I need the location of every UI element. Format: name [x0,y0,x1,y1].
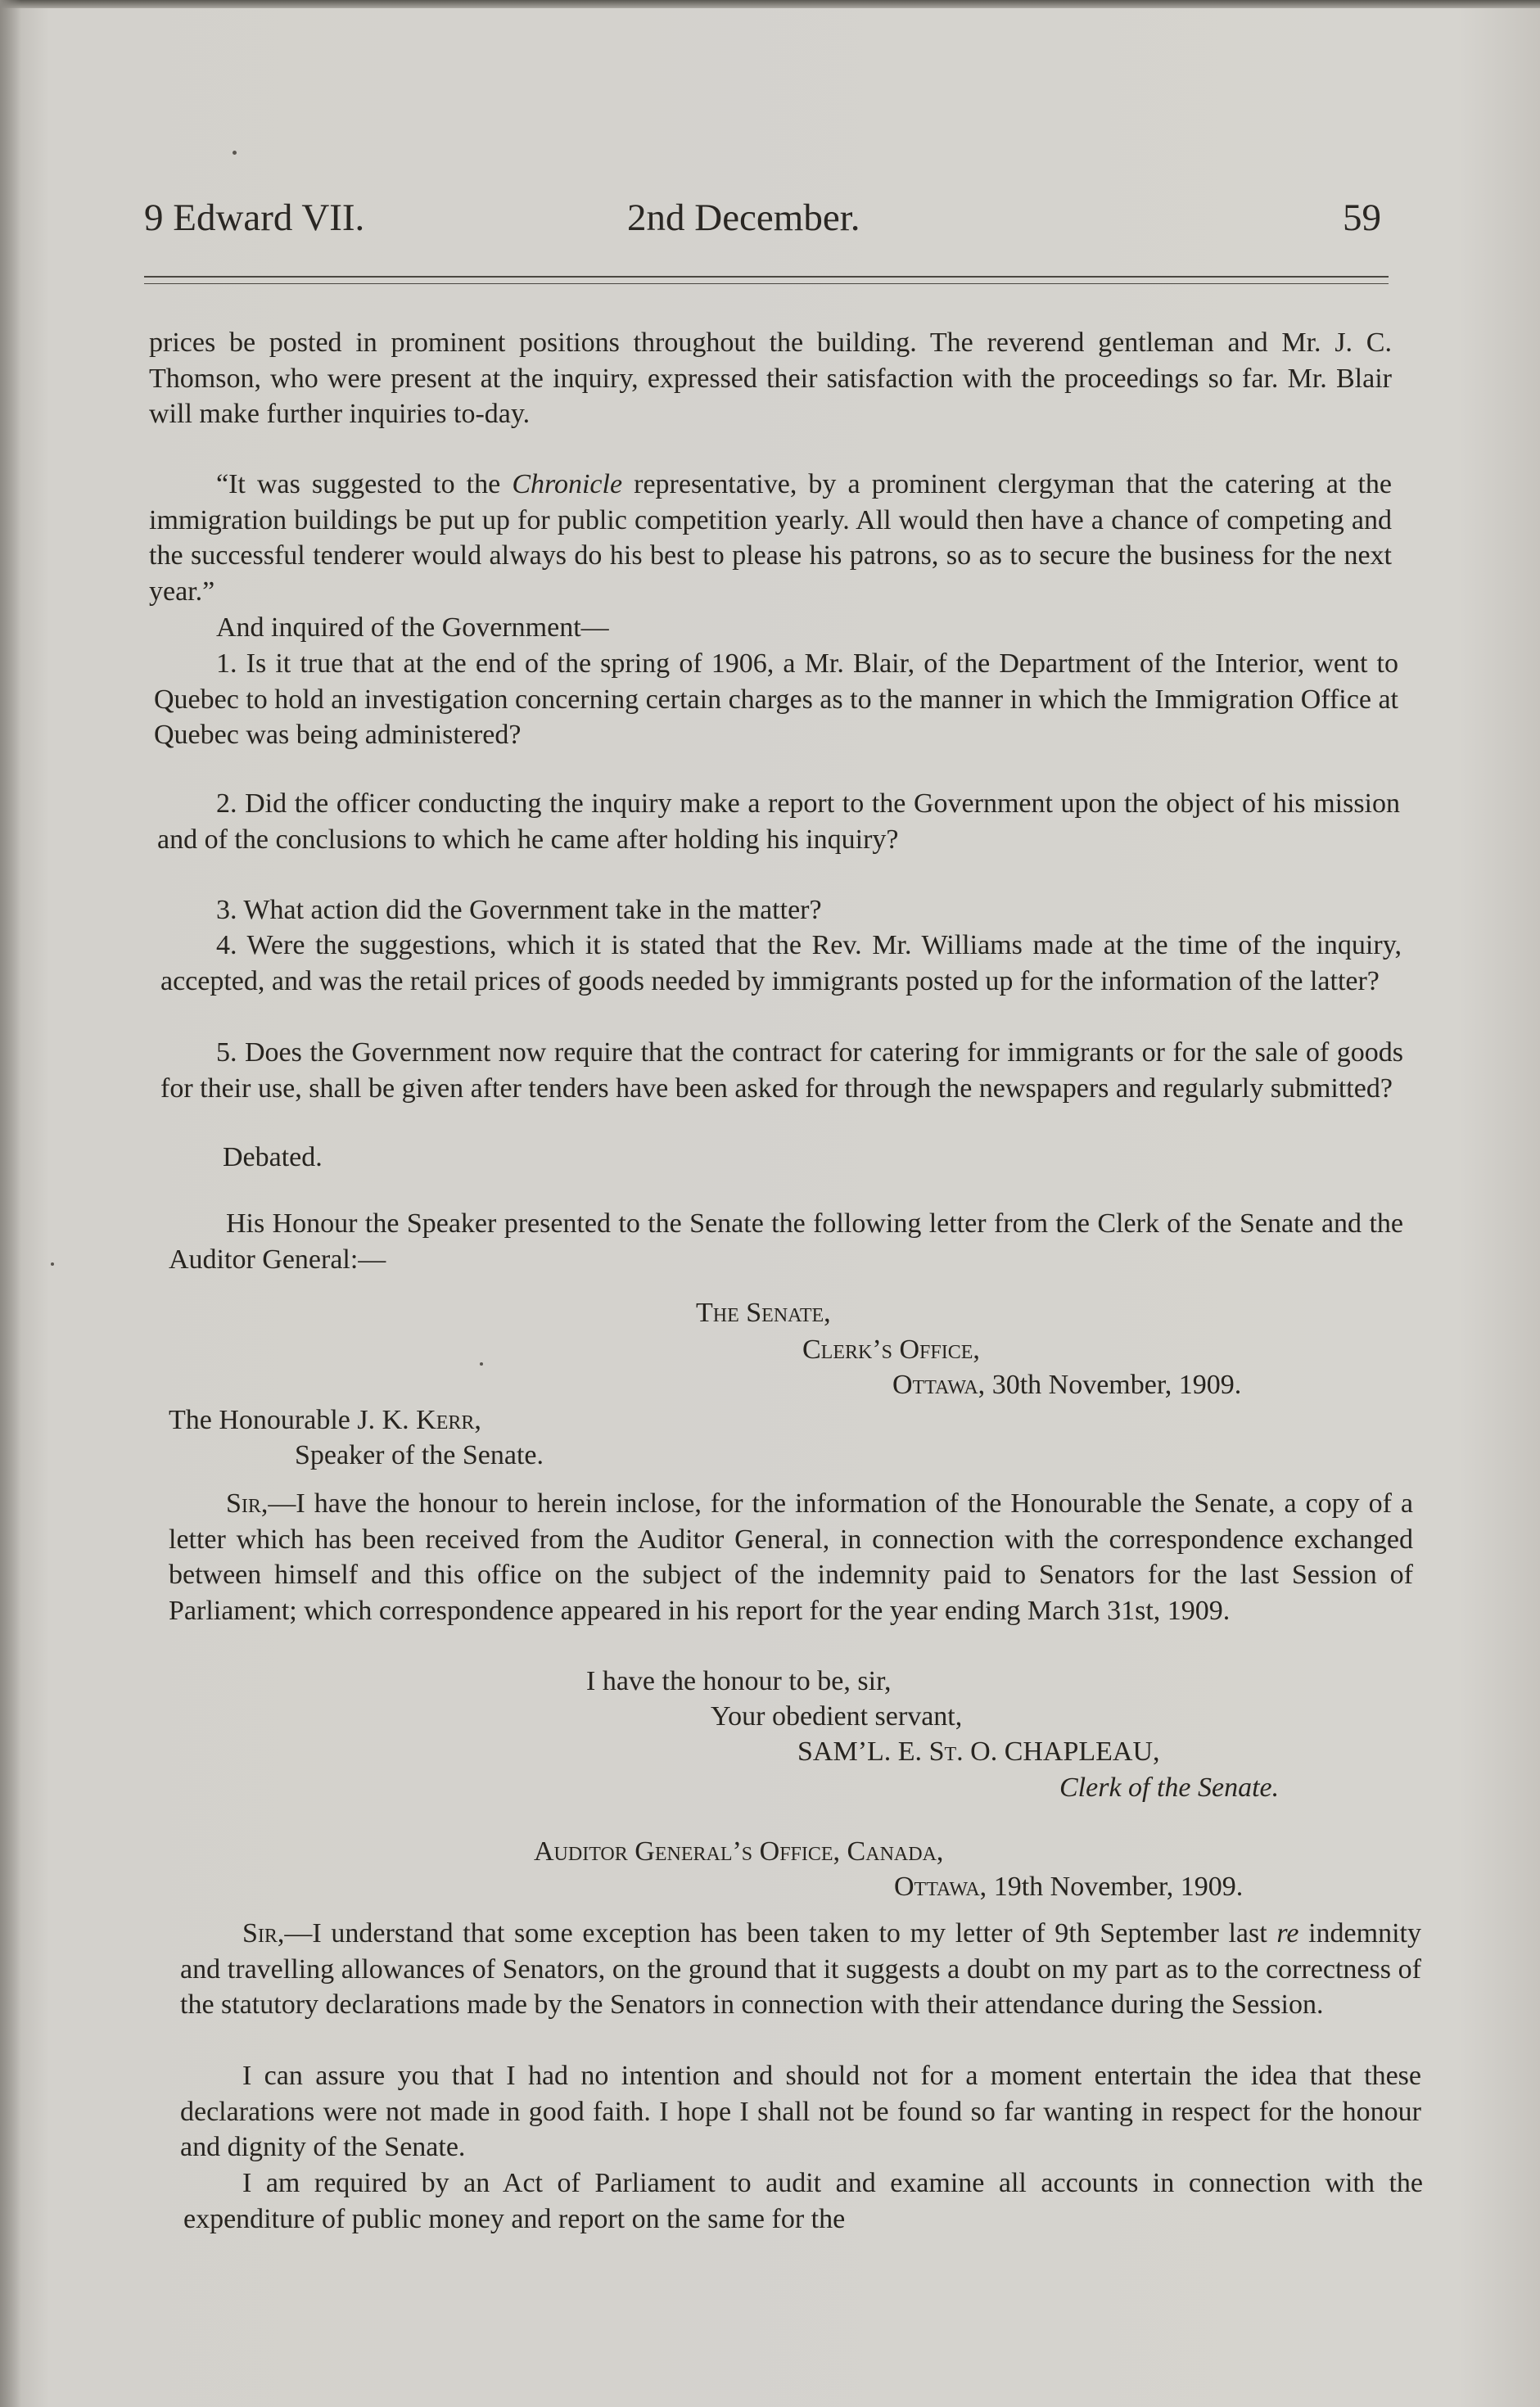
signature-name-a: SAM’L. E. [797,1736,929,1767]
header-rule [144,276,1389,278]
debated-note: Debated. [223,1142,323,1172]
letter1-closing1: I have the honour to be, sir, [586,1666,892,1696]
speaker-paragraph: His Honour the Speaker presented to the Senate the following letter from the Clerk of the Senate and the Auditor General:— [169,1208,1403,1275]
letter1-signature [797,1734,1160,1770]
letter1-body [169,1486,1413,1628]
letter1-place: Ottawa, [892,1370,986,1400]
letter2-sender: Auditor General’s Office, Canada, [534,1836,944,1867]
question-3: 3. What action did the Government take in the matter? [216,895,822,925]
page-number: 59 [1343,196,1381,239]
quote-text-start: “It was suggested to the [216,469,513,499]
paper-speck [480,1362,483,1366]
letter1-addressee-line1 [169,1402,481,1438]
signature-st: St. [928,1736,964,1767]
addressee-name: The Honourable J. K. [169,1405,417,1435]
quote-text-end: representative, by a prominent clergyman that the catering at the immigration buildings be put up for public competition yearly. All would then have a chance of competing and the successful tenderer would always do his best to please his patrons, so as to secure the business for the next year.” [149,469,1393,607]
letter1-place-date [892,1367,1241,1403]
running-head-date: 2nd December. [627,196,860,239]
letter2-place-date [894,1869,1243,1905]
paragraph-chronicle-quote [149,467,1392,609]
letter2-p1-text-b: indemnity and travelling allowances of Senators, on the ground that it suggests a doubt on my part as to the correctness of the statutory declarations made by the Senators in connection with their attendance during the Session. [180,1918,1421,2020]
letter2-salutation: Sir, [242,1918,285,1949]
letter1-salutation: Sir, [226,1488,269,1519]
letter2-paragraph-1 [180,1916,1421,2023]
signature-name-b: O. CHAPLEAU, [963,1736,1160,1767]
letter1-sender-line2: Clerk’s Office, [802,1334,980,1365]
letter1-signatory-title: Clerk of the Senate. [1059,1773,1280,1803]
paper-speck [233,151,237,155]
letter2-p1-text-a: —I understand that some exception has been taken to my letter of 9th September last [284,1918,1277,1949]
inquiry-intro: And inquired of the Government— [216,612,609,643]
letter2-place: Ottawa, [894,1872,987,1902]
letter1-closing2: Your obedient servant, [711,1701,963,1732]
page-top-edge [0,0,1540,8]
paragraph-prices: prices be posted in prominent positions throughout the building. The reverend gentleman and Mr. J. C. Thomson, who were present at the inquiry, expressed their satisfaction with the proceedings so far. Mr. Blair will make further inquiries to-day. [149,327,1392,429]
paper-speck [51,1262,54,1266]
letter1-sender-line1: The Senate, [696,1298,831,1328]
letter2-paragraph-3: I am required by an Act of Parliament to audit and examine all accounts in connection with the expenditure of public money and report on the same for the [183,2168,1423,2234]
question-5: 5. Does the Government now require that the contract for catering for immigrants or for the sale of goods for their use, shall be given after tenders have been asked for through the newspapers and regularly submitted? [160,1037,1403,1104]
letter1-date: 30th November, 1909. [991,1370,1242,1400]
header-rule-thin [144,283,1389,284]
spine-shadow [0,0,21,2407]
letter1-addressee-line2: Speaker of the Senate. [295,1440,544,1470]
newspaper-name: Chronicle [512,469,623,499]
letter2-p1-re: re [1276,1918,1299,1949]
letter2-date: 19th November, 1909. [993,1872,1244,1902]
running-head-regnal-year: 9 Edward VII. [144,196,365,239]
question-1: 1. Is it true that at the end of the spring of 1906, a Mr. Blair, of the Department of the Interior, went to Quebec to hold an investigation concerning certain charges as to the manner in which the Immigration Office at Quebec was being administered? [154,648,1398,750]
letter2-paragraph-2: I can assure you that I had no intention and should not for a moment entertain the idea that these declarations were not made in good faith. I hope I shall not be found so far wanting in respect for the honour and dignity of the Senate. [180,2061,1421,2162]
question-4: 4. Were the suggestions, which it is stated that the Rev. Mr. Williams made at the time of the inquiry, accepted, and was the retail prices of goods needed by immigrants posted up for the information of the latter? [160,930,1402,996]
question-2: 2. Did the officer conducting the inquiry make a report to the Government upon the object of his mission and of the conclusions to which he came after holding his inquiry? [157,788,1400,855]
addressee-surname: Kerr, [416,1405,481,1435]
letter1-text: —I have the honour to herein inclose, for the information of the Honourable the Senate, a copy of a letter which has been received from the Auditor General, in connection with the correspondence exchanged between himself and this office on the subject of the indemnity paid to Senators for the last Session of Parliament; which correspondence appeared in his report for the year ending March 31st, 1909. [169,1488,1413,1626]
